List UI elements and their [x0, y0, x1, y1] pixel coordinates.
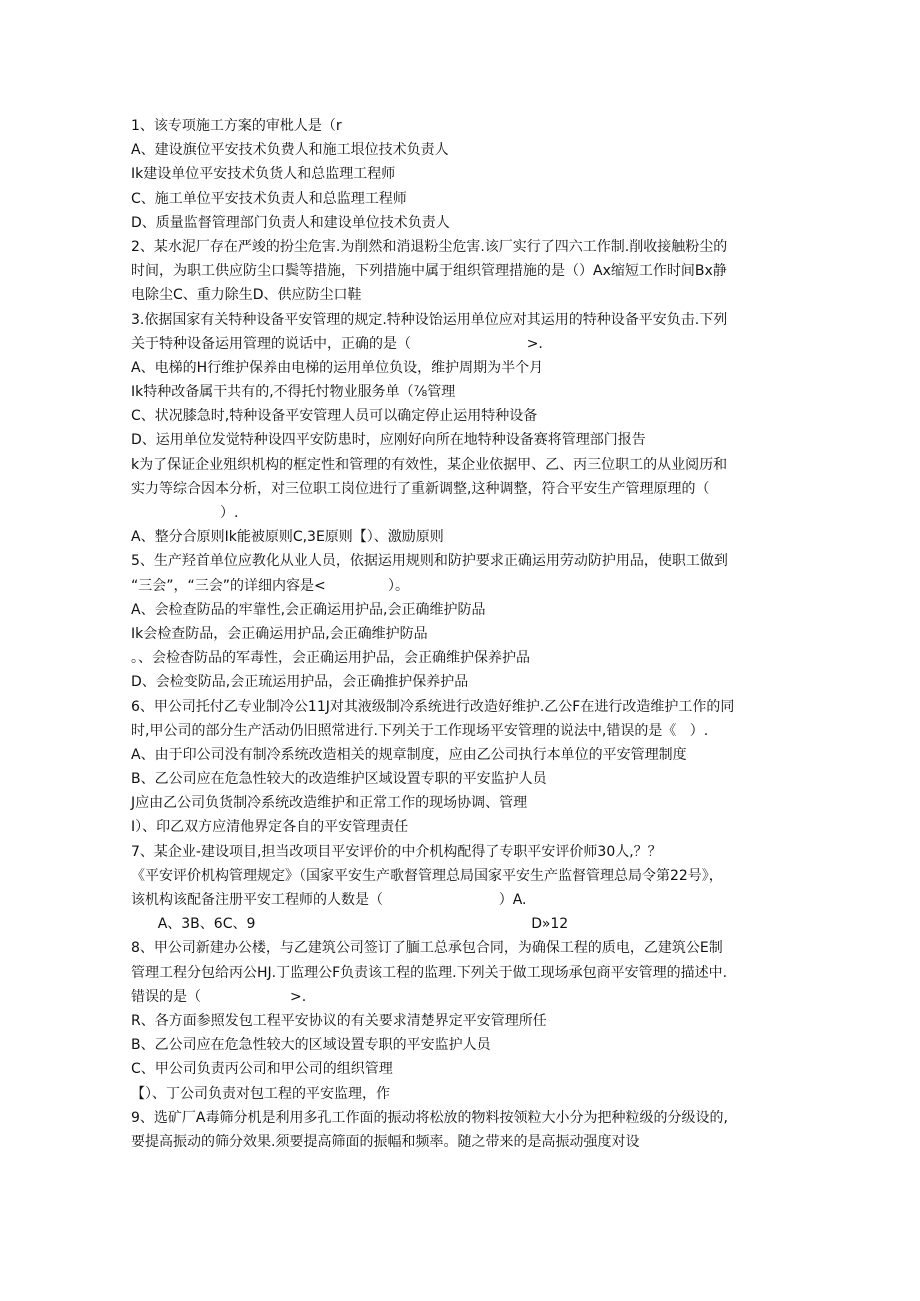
q6-option-d: I）、印乙双方应清他界定各自的平安管理责任 — [131, 819, 409, 836]
q1-option-a: A、建设旗位平安技术负费人和施工垠位技术负责人 — [131, 142, 449, 159]
q3-option-a: A、电梯的H行维护保养由电梯的运用单位负设，维护周期为半个月 — [131, 359, 544, 376]
q9-stem-line-1: 9、选矿厂A毒筛分机是利用多孔工作面的振动将松放的物料按领粒大小分为把种粒级的分级设的, — [131, 1109, 728, 1126]
q6-option-c: J应由乙公司负货制冷系统改造维护和正常工作的现场协调、管理 — [131, 795, 528, 812]
q8-option-b: B、乙公司应在危急性较大的区域设置专职的平安监护人员 — [131, 1037, 491, 1054]
q4-stem-line-2: 实力等综合因本分析，对三位职工岗位进行了重新调整,这种调整，符合平安生产管理原理的（ — [131, 480, 710, 497]
q7-options: A、3B、6C、9 D»12 — [131, 916, 569, 933]
q7-stem-line-2: 《平安评价机构管理规定》（国家平安生产歌督管理总局国家平安生产监督管理总局令第22号》， — [131, 867, 723, 884]
q8-stem-line-1: 8、甲公司新建办公楼，与乙建筑公司签订了腼工总承包合同，为确保工程的质电，乙建筑公E制 — [131, 940, 723, 957]
q5-option-a: A、会检查防品的牢靠性,会正确运用护品,会正确维护防品 — [131, 601, 486, 618]
q3-stem-line-1: 3.依据国家有关特种设备平安管理的规定.特种设饴运用单位应对其运用的特种设备平安负击.下列 — [131, 311, 728, 328]
q3-option-b: Ik特种改备属干共有的,不得托忖物业服务单（⅞管理 — [131, 384, 456, 401]
q4-stem-line-1: k为了保证企业殂织机构的框定性和管理的有效性，某企业依据甲、乙、丙三位职工的从业阅历和 — [131, 456, 728, 473]
q1-option-d: D、质量监督管理部门负责人和建设单位技术负责人 — [131, 214, 450, 231]
q7-stem-line-1: 7、某企业-建设项目,担当改项目平安评价的中介机构配得了专职平安评价师30人,？？ — [131, 843, 662, 860]
q1-option-b: Ik建设单位平安技术负货人和总监理工程师 — [131, 166, 396, 183]
document-body — [131, 114, 791, 1154]
q5-option-b: Ik会检查防品，会正确运用护品,会正确维护防品 — [131, 625, 428, 642]
q6-stem-line-2: 时,甲公司的部分生产活动仍旧照常进行.下列关于工作现场平安管理的说法中,错误的是《 ）. — [131, 722, 709, 739]
q5-option-c: 。、会检杳防品的军毒性，会正确运用护品，会正确维护保养护品 — [131, 650, 530, 667]
q3-option-d: D、运用单位发觉特种设四平安防患时，应刚好向所在地特种设备赛将管理部门报告 — [131, 432, 646, 449]
q9-stem-line-2: 要提高振动的筛分效果.须要提高筛面的振幅和频率。随之带来的是高振动强度对设 — [131, 1133, 640, 1150]
q8-stem-line-3: 错误的是（ >. — [131, 988, 307, 1005]
q8-option-a: R、各方面参照发包工程平安协议的有关要求清楚界定平安管理所任 — [131, 1012, 547, 1029]
q6-option-b: B、乙公司应在危急性较大的改造维护区域设置专职的平安监护人员 — [131, 771, 547, 788]
q3-stem-line-2: 关于特种设备运用管理的说话中，正确的是（ >. — [131, 335, 543, 352]
q6-option-a: A、由于印公司没有制冷系统改造相关的规章制度，应由乙公司执行本单位的平安管理制度 — [131, 746, 687, 763]
q5-option-d: D、会检变防品,会正琉运用护品，会正确推护保养护品 — [131, 674, 469, 691]
q1-stem: 1、该专项施工方案的审枇人是（r — [131, 118, 342, 134]
q2-stem-line-1: 2、某水泥厂存在严竣的扮尘危害.为削然和消退粉尘危害.该厂实行了四六工作制.削收接触粉尘的 — [131, 238, 728, 255]
q7-stem-line-3: 该机构该配备注册平安工程师的人数是（ ）A. — [131, 892, 527, 908]
q5-stem-line-2: “三会”，“三会”的详细内容是< ）。 — [131, 577, 410, 594]
q1-option-c: C、施工单位平安技术负责人和总监理工程师 — [131, 190, 407, 207]
q6-stem-line-1: 6、甲公司托付乙专业制冷公11J对其液级制冷系统进行改造好维护.乙公F在进行改造维护工作的同 — [131, 698, 735, 715]
q8-option-c: C、甲公司负责丙公司和甲公司的组织管理 — [131, 1061, 393, 1078]
q8-stem-line-2: 管理工程分包给丙公HJ.丁监理公F负责该工程的监理.下列关于做工现场承包商平安管理的描述中. — [131, 964, 728, 981]
q2-stem-line-3: 电除尘C、重力除生D、供应防尘口鞋 — [131, 287, 362, 304]
q2-stem-line-2: 时间，为职工供应防尘口鬓等措施，下列措施中属于组织管理措施的是（）Ax缩短工作时间Bx静 — [131, 263, 727, 280]
q4-options: A、整分合原则Ik能被原则C,3E原则【）、激励原则 — [131, 529, 444, 546]
q8-option-d: 【）、丁公司负责对包工程的平安监理，作 — [131, 1085, 390, 1102]
q4-stem-line-3: ）. — [131, 505, 239, 521]
q3-option-c: C、状况膝急时,特种设备平安管理人员可以确定停止运用特种设备 — [131, 408, 538, 425]
q5-stem-line-1: 5、生产羟首单位应教化从业人员，依据运用规则和防护要求正确运用劳动防护用品，使职工做到 — [131, 553, 728, 570]
